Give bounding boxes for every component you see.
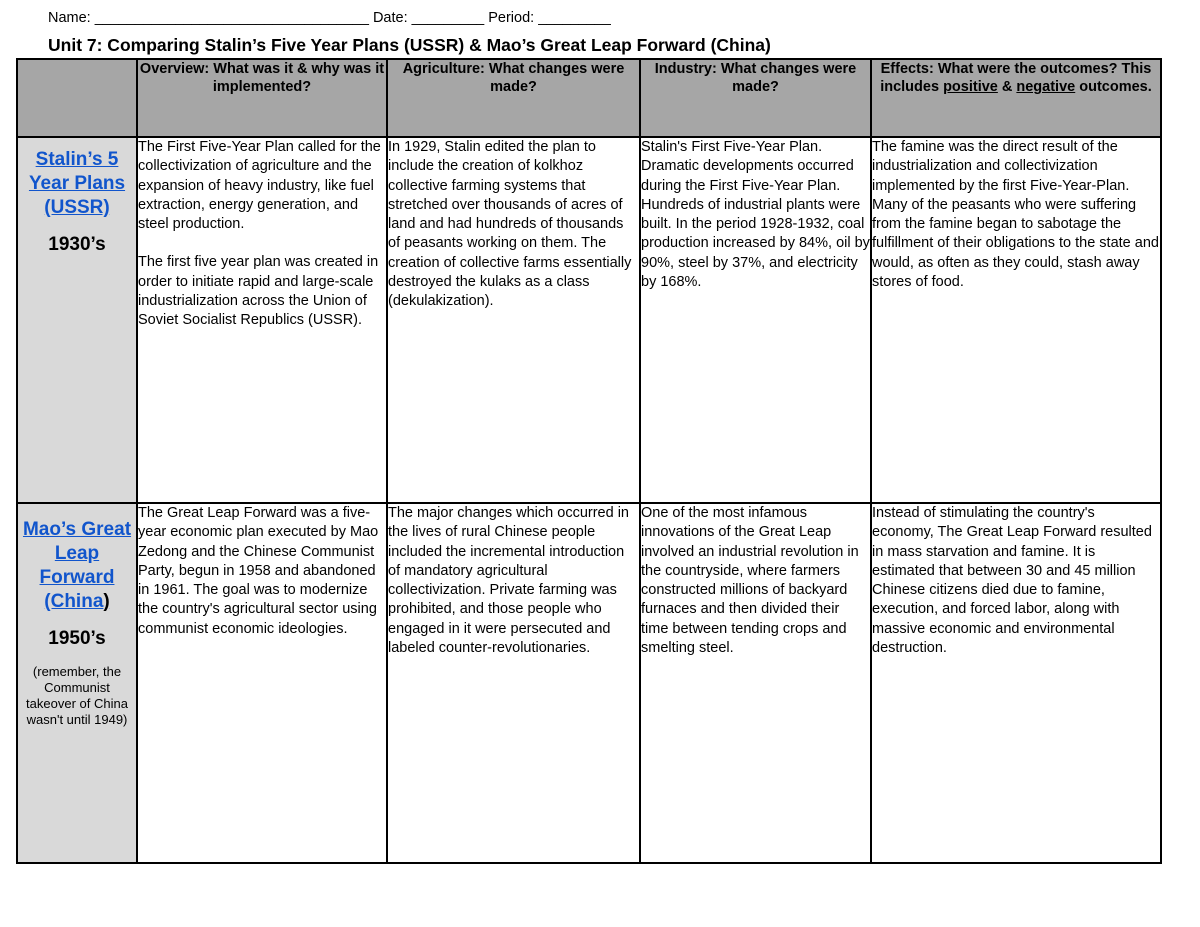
- stalin-industry-cell: [640, 137, 871, 503]
- stalin-effects-text: The famine was the direct result of the industrialization and collectivization implemented by the first Five-Year-Plan. Many of the peasants who were suffering from the famine began to sabotage the fulfillment of their obligations to the state and would, as often as they could, stash away stores of food.: [872, 139, 1159, 291]
- mao-great-leap-link[interactable]: Mao’s Great Leap Forward (China: [22, 519, 132, 612]
- mao-plan-title: [18, 518, 136, 614]
- stalin-agriculture-text: In 1929, Stalin edited the plan to include the creation of kolkhoz collective farming systems that stretched over thousands of acres of land and had hundreds of thousands of peasants working on them. The creation of collective farms essentially destroyed the kulaks as a class (dekulakization).: [388, 139, 632, 310]
- mao-overview-cell: [137, 503, 387, 863]
- mao-industry-text: One of the most infamous innovations of the Great Leap involved an industrial revolution in the countryside, where farmers constructed millions of backyard furnaces and then divided their time between tending crops and smelting steel.: [641, 505, 859, 657]
- overview-column-header: Overview: What was it & why was it implemented?: [137, 59, 387, 137]
- effects-header-amp: &: [997, 79, 1017, 95]
- effects-column-header: [871, 59, 1161, 137]
- stalin-row: [17, 137, 1161, 503]
- stalin-overview-cell: [137, 137, 387, 503]
- name-date-period-line: Name: __________________________________ Date: _________ Period: _________: [48, 10, 611, 26]
- stalin-agriculture-cell: [387, 137, 640, 503]
- mao-era: 1950’s: [48, 628, 106, 649]
- mao-effects-cell: [871, 503, 1161, 863]
- mao-industry-cell: [640, 503, 871, 863]
- stalin-overview-p2: The first five year plan was created in order to initiate rapid and large-scale industrialization across the Union of Soviet Socialist Republics (USSR).: [138, 254, 379, 329]
- page-title: Unit 7: Comparing Stalin’s Five Year Plans (USSR) & Mao’s Great Leap Forward (China): [48, 35, 771, 55]
- stalin-effects-cell: [871, 137, 1161, 503]
- effects-header-prefix: Effects: What were the outcomes? This includes: [880, 61, 1152, 95]
- header-row: [17, 59, 1161, 137]
- mao-agriculture-text: The major changes which occurred in the lives of rural Chinese people included the incremental introduction of mandatory agricultural collectivization. Private farming was prohibited, and those people who engaged in it were persecuted and labeled counter-revolutionaries.: [388, 505, 629, 657]
- mao-row-header: [17, 503, 137, 863]
- stalin-overview-p1: The First Five-Year Plan called for the collectivization of agriculture and the expansion of heavy industry, like fuel extraction, energy generation, and steel production.: [138, 139, 381, 233]
- effects-header-suffix: outcomes.: [1075, 79, 1152, 95]
- stalin-plans-link[interactable]: Stalin’s 5 Year Plans (USSR): [28, 149, 126, 218]
- corner-cell: [17, 59, 137, 137]
- stalin-row-header: [17, 137, 137, 503]
- mao-note: (remember, the Communist takeover of China wasn't until 1949): [26, 664, 128, 727]
- agriculture-column-header: Agriculture: What changes were made?: [387, 59, 640, 137]
- industry-column-header: Industry: What changes were made?: [640, 59, 871, 137]
- comparison-table: [16, 58, 1162, 864]
- mao-overview-text: The Great Leap Forward was a five-year economic plan executed by Mao Zedong and the Chinese Communist Party, begun in 1958 and abandoned in 1961. The goal was to modernize the country's agricultural sector using communist economic ideologies.: [138, 505, 379, 637]
- negative-label: negative: [1016, 79, 1076, 95]
- mao-row: [17, 503, 1161, 863]
- positive-label: positive: [943, 79, 998, 95]
- stalin-industry-text: Stalin's First Five-Year Plan. Dramatic developments occurred during the First Five-Year Plan. Hundreds of industrial plants were built. In the period 1928-1932, coal production increased by 84%, oil by 90%, steel by 37%, and electricity by 168%.: [641, 139, 870, 291]
- mao-effects-text: Instead of stimulating the country's economy, The Great Leap Forward resulted in mass starvation and famine. It is estimated that between 30 and 45 million Chinese citizens died due to famine, execution, and forced labor, along with massive economic and environmental destruction.: [872, 505, 1152, 657]
- mao-agriculture-cell: [387, 503, 640, 863]
- mao-plan-suffix: ): [103, 591, 110, 612]
- stalin-era: 1930’s: [48, 234, 106, 255]
